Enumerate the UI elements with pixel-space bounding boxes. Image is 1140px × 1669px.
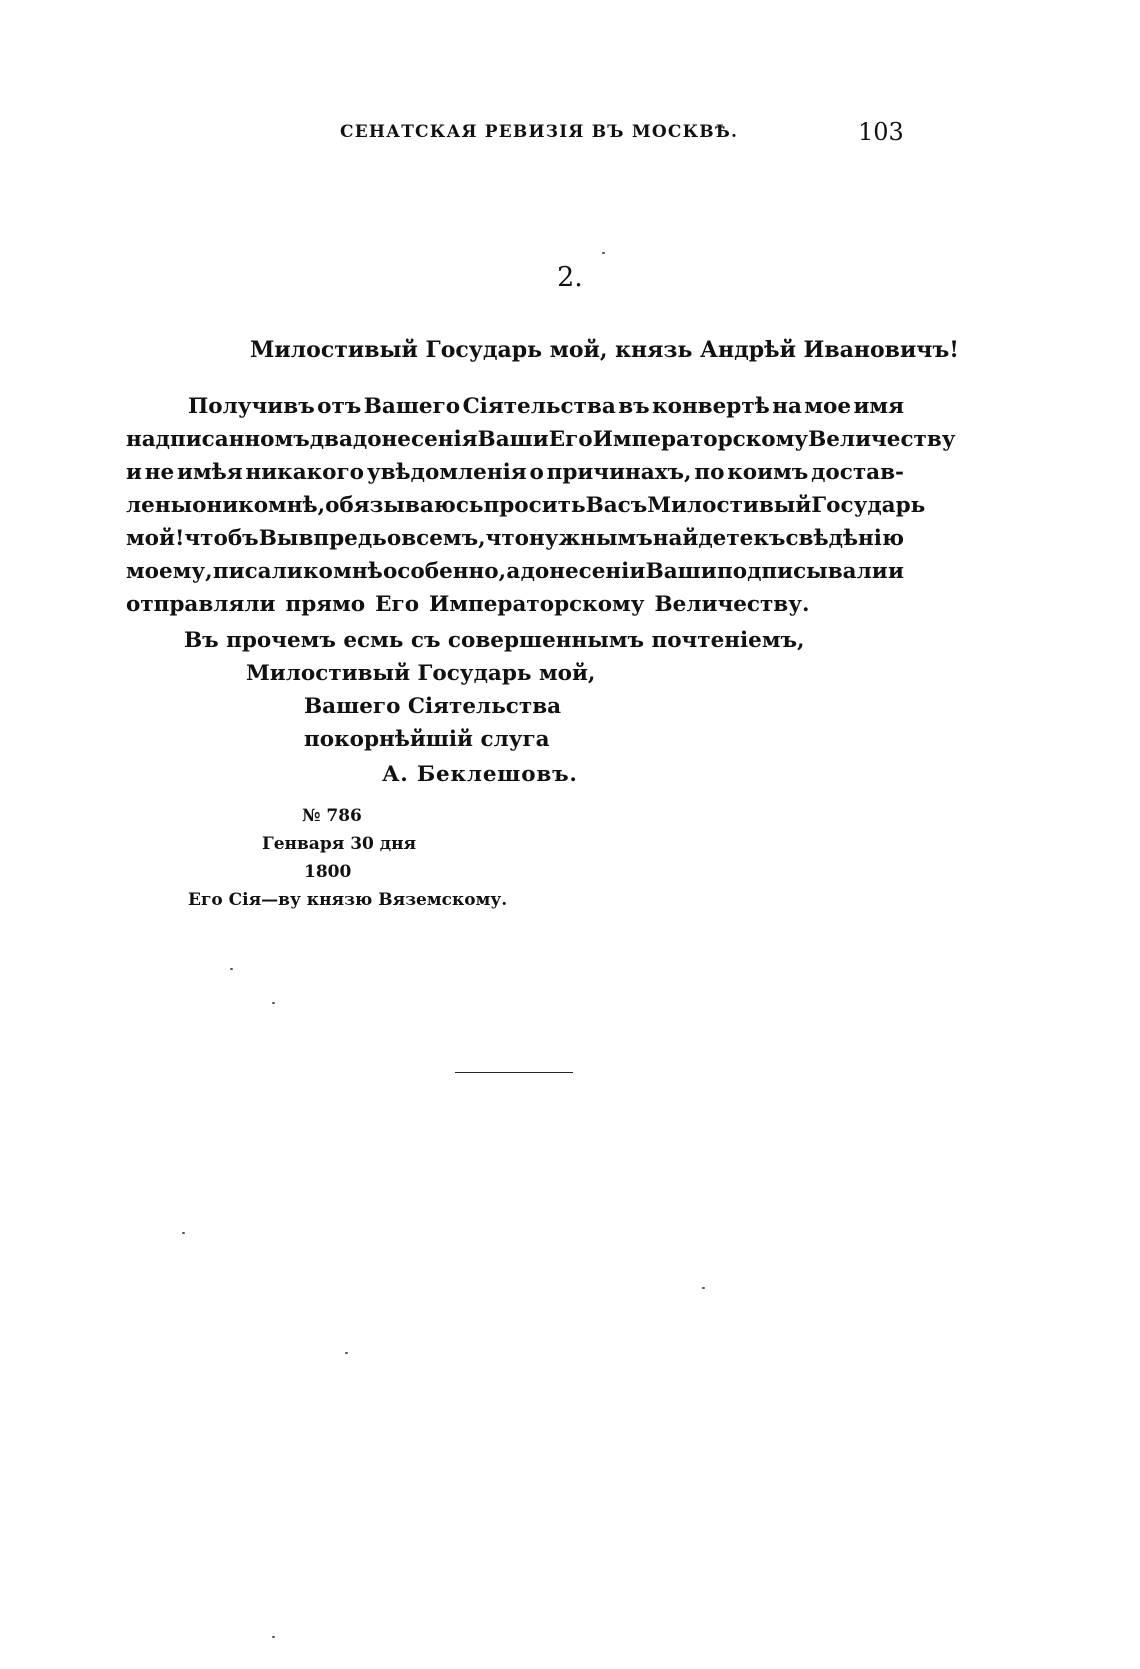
body-word: ко <box>238 493 269 518</box>
body-word: просить <box>483 493 586 518</box>
body-word: лены <box>126 493 193 518</box>
scan-speck <box>230 968 233 970</box>
body-word: увѣдомленія <box>366 460 527 485</box>
body-word: Сіятельства <box>462 394 616 419</box>
body-word: о <box>529 460 544 485</box>
document-year: 1800 <box>304 862 352 882</box>
body-line <box>126 588 904 621</box>
body-word: а <box>506 559 521 584</box>
body-word: мнѣ, <box>268 493 326 518</box>
body-word: Вы <box>258 526 299 551</box>
body-word: моему, <box>126 559 213 584</box>
body-word: писали <box>212 559 303 584</box>
body-line <box>126 456 904 489</box>
body-word: Васъ <box>585 493 648 518</box>
body-word: на <box>772 394 802 419</box>
body-word: въ <box>618 394 650 419</box>
closing-line-1: Въ прочемъ есмь съ совершеннымъ почтеніемъ, <box>184 628 805 653</box>
body-word: мое <box>804 394 852 419</box>
body-word: надписанномъ <box>126 427 310 452</box>
body-word: они <box>192 493 239 518</box>
body-word: чтобъ <box>184 526 259 551</box>
closing-line-3: Вашего Сіятельства <box>304 694 562 719</box>
body-line <box>126 522 904 555</box>
salutation: Милостивый Государь мой, князь Андрѣй Ивановичъ! <box>250 337 959 363</box>
body-word: всемъ, <box>401 526 486 551</box>
body-word: что <box>485 526 529 551</box>
body-word: отправляли <box>126 592 276 617</box>
body-word: Государь <box>811 493 926 518</box>
body-word: по <box>694 460 725 485</box>
body-word: и <box>126 460 142 485</box>
body-word: имѣя <box>177 460 243 485</box>
section-number: 2. <box>557 262 583 293</box>
scan-speck <box>345 1352 348 1354</box>
scan-speck <box>272 1002 275 1004</box>
body-word: впредь <box>298 526 387 551</box>
body-word: мнѣ <box>333 559 383 584</box>
body-line <box>126 423 956 456</box>
scan-speck <box>182 1232 185 1234</box>
body-word: Величеству <box>808 427 956 452</box>
body-word: донесеніи <box>520 559 646 584</box>
document-date: Генваря 30 дня <box>262 834 417 854</box>
body-word: особенно, <box>382 559 507 584</box>
body-word: никакого <box>245 460 365 485</box>
body-word: коимъ <box>727 460 809 485</box>
document-number: № 786 <box>302 806 362 826</box>
body-word: ко <box>303 559 333 584</box>
body-word: Величеству. <box>654 592 810 617</box>
closing-line-2: Милостивый Государь мой, <box>246 661 596 686</box>
body-word: Ваши <box>477 427 549 452</box>
scan-speck <box>272 1636 275 1638</box>
page-number: 103 <box>858 118 904 146</box>
body-word: отъ <box>317 394 362 419</box>
body-line <box>126 489 926 522</box>
body-word: Его <box>548 427 593 452</box>
body-word: найдете <box>652 526 754 551</box>
body-word: о <box>386 526 402 551</box>
scan-speck <box>702 1287 705 1289</box>
body-word: донесенія <box>352 427 478 452</box>
body-word: не <box>144 460 175 485</box>
body-word: прямо <box>285 592 366 617</box>
body-word: два <box>309 427 353 452</box>
body-word: Его <box>375 592 420 617</box>
closing-line-4: покорнѣйшій слуга <box>304 727 550 752</box>
running-title: СЕНАТСКАЯ РЕВИЗІЯ ВЪ МОСКВѢ. <box>340 122 739 142</box>
body-word: свѣдѣнію <box>785 526 904 551</box>
body-word: Императорскому <box>429 592 645 617</box>
body-word: къ <box>753 526 786 551</box>
body-word: и <box>888 559 904 584</box>
body-word: Получивъ <box>188 394 315 419</box>
body-line <box>126 555 904 588</box>
body-word: нужнымъ <box>529 526 653 551</box>
body-word: Вашего <box>363 394 461 419</box>
body-word: конвертѣ <box>652 394 770 419</box>
body-word: Милостивый <box>647 493 812 518</box>
body-word: имя <box>853 394 904 419</box>
body-word: обязываюсь <box>325 493 484 518</box>
body-word: мой! <box>126 526 185 551</box>
body-word: достав- <box>811 460 904 485</box>
body-word: Ваши <box>645 559 717 584</box>
body-word: Императорскому <box>592 427 809 452</box>
section-divider <box>455 1072 573 1073</box>
scan-speck <box>602 252 605 254</box>
letter-body <box>126 390 956 621</box>
addressee: Его Сія—ву князю Вяземскому. <box>188 890 508 910</box>
body-word: подписывали <box>717 559 888 584</box>
body-word: причинахъ, <box>546 460 692 485</box>
body-line <box>126 390 904 423</box>
signature: А. Беклешовъ. <box>382 762 578 787</box>
